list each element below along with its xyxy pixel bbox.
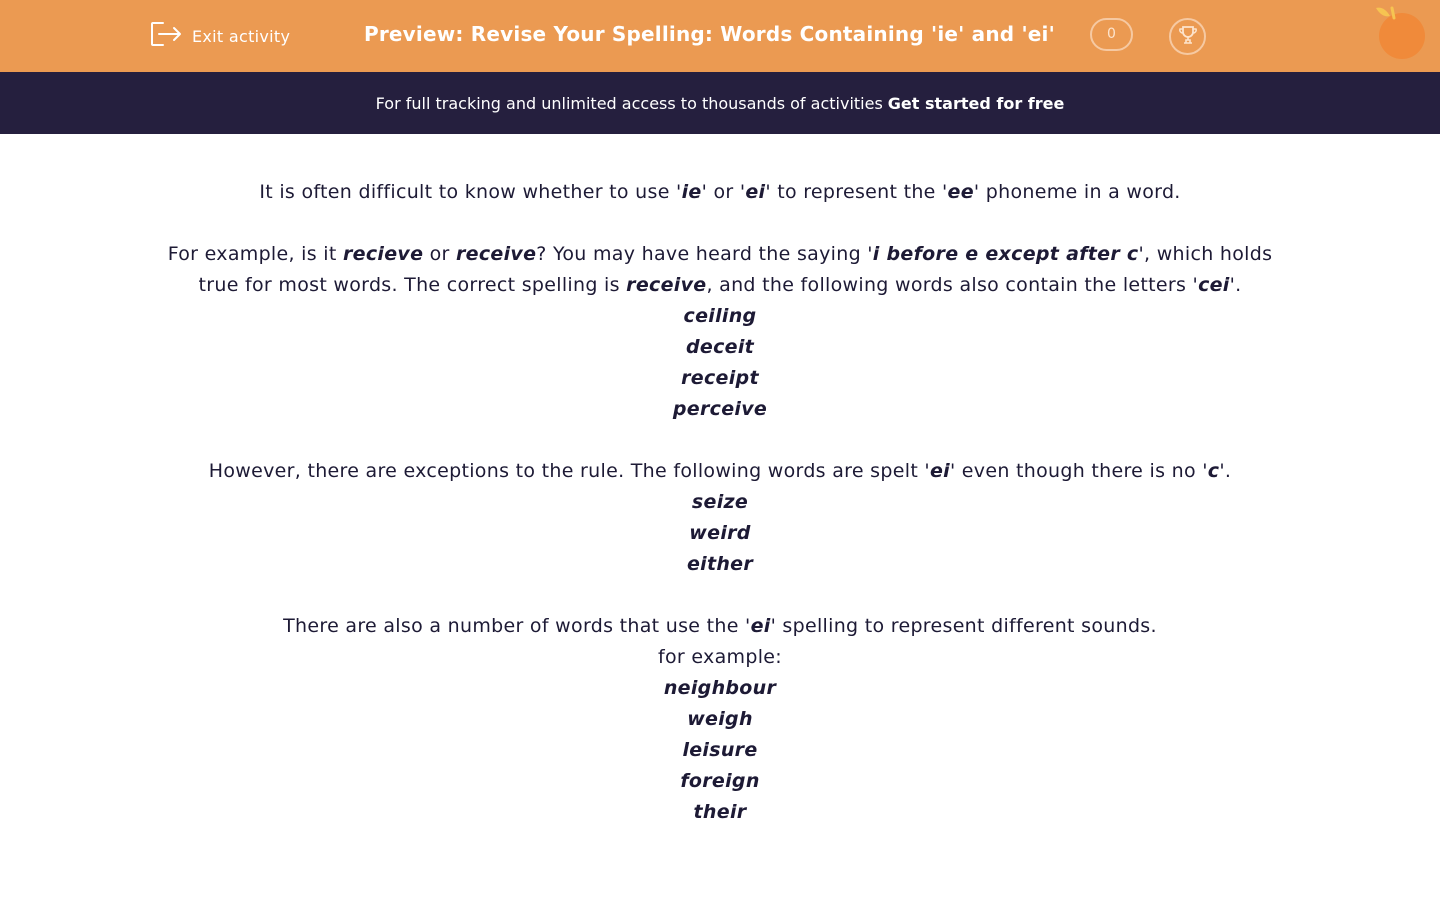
score-counter: 0 <box>1090 18 1133 51</box>
term-ie: ie <box>681 181 702 203</box>
text-run: ' to represent the ' <box>765 181 948 203</box>
word-recieve: recieve <box>342 243 424 265</box>
rule-paragraph <box>150 239 1290 301</box>
word-list-item: their <box>693 801 747 823</box>
trophy-icon <box>1177 24 1199 50</box>
term-ei: ei <box>745 181 766 203</box>
text-run: '. <box>1219 460 1232 482</box>
for-example-label: for example: <box>658 646 782 668</box>
word-list-item: deceit <box>685 336 755 358</box>
saying: i before e except after c <box>872 243 1139 265</box>
exit-activity-label: Exit activity <box>192 26 291 46</box>
signup-banner <box>0 72 1440 134</box>
word-list-item: weird <box>689 522 751 544</box>
word-list-item: foreign <box>680 770 760 792</box>
top-bar <box>0 0 1440 72</box>
term-ei: ei <box>929 460 950 482</box>
word-list-item: seize <box>691 491 749 513</box>
text-run: ' or ' <box>701 181 746 203</box>
word-list-item: weigh <box>687 708 753 730</box>
term-ee: ee <box>947 181 974 203</box>
trophy-button[interactable] <box>1169 18 1206 55</box>
orange-logo[interactable] <box>1372 4 1440 68</box>
text-run: , and the following words also contain the letters ' <box>706 274 1199 296</box>
text-run: ', which holds true for most words. The correct spelling is <box>198 243 1273 296</box>
word-receive: receive <box>455 243 537 265</box>
text-run: ' phoneme in a word. <box>973 181 1181 203</box>
text-run: It is often difficult to know whether to use ' <box>259 181 682 203</box>
banner-text: For full tracking and unlimited access to thousands of activities <box>375 93 883 113</box>
exit-activity-button[interactable] <box>150 20 290 52</box>
term-cei: cei <box>1198 274 1230 296</box>
text-run: ' spelling to represent different sounds. <box>770 615 1157 637</box>
term-c: c <box>1207 460 1220 482</box>
text-run: '. <box>1229 274 1242 296</box>
text-run: ? You may have heard the saying ' <box>536 243 873 265</box>
word-receive-correct: receive <box>626 274 707 296</box>
sounds-paragraph <box>150 611 1290 642</box>
exit-icon <box>150 20 182 52</box>
word-list-item: receipt <box>681 367 759 389</box>
exceptions-paragraph <box>150 456 1290 487</box>
text-run: ' even though there is no ' <box>949 460 1208 482</box>
word-list-item: leisure <box>682 739 758 761</box>
text-run: There are also a number of words that use the ' <box>283 615 751 637</box>
text-run: However, there are exceptions to the rule. The following words are spelt ' <box>208 460 930 482</box>
word-list-item: neighbour <box>663 677 777 699</box>
get-started-link[interactable]: Get started for free <box>887 93 1065 113</box>
lesson-content <box>150 177 1290 828</box>
word-list-item: either <box>686 553 754 575</box>
word-list-item: perceive <box>672 398 768 420</box>
intro-paragraph <box>150 177 1290 208</box>
text-run: or <box>423 243 456 265</box>
text-run: For example, is it <box>167 243 343 265</box>
word-list-item: ceiling <box>683 305 757 327</box>
term-ei: ei <box>750 615 771 637</box>
page-title: Preview: Revise Your Spelling: Words Containing 'ie' and 'ei' <box>364 22 1055 46</box>
